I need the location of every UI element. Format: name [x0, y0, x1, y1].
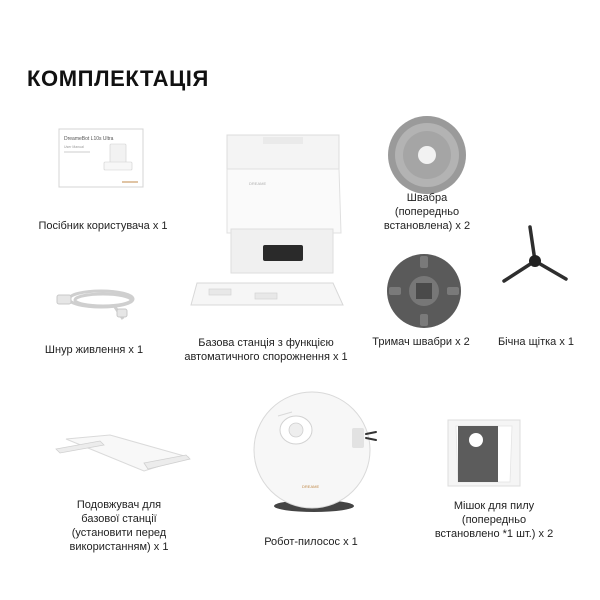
base-station-image	[183, 133, 343, 308]
manual-cover-text: User Manual	[64, 145, 84, 149]
extender-image	[52, 433, 192, 473]
manual-cover-title: DreameBot L10s Ultra	[64, 136, 114, 142]
side-brush-image	[500, 225, 570, 285]
user-manual-label: Посібник користувача x 1	[38, 220, 168, 232]
side-brush-label: Бічна щітка x 1	[497, 336, 575, 348]
dust-bag-image	[446, 418, 522, 488]
base-station-brand: DREAME	[249, 181, 267, 186]
mop-holder-label: Тримач швабри x 2	[372, 336, 470, 348]
base-station-label: Базова станція з функцією автоматичного спорожнення x 1	[184, 337, 348, 363]
mop-holder-image	[386, 253, 462, 329]
robot-vacuum-label: Робот-пилосос x 1	[264, 536, 358, 548]
dust-bag-label: Мішок для пилу (попередньо встановлено *1 шт.) x 2	[434, 500, 554, 540]
mop-pad-image	[387, 115, 467, 195]
page-title: КОМПЛЕКТАЦІЯ	[27, 66, 209, 91]
mop-label: Швабра (попередньо встановлена) x 2	[383, 192, 471, 232]
power-cord-image	[53, 283, 139, 323]
robot-brand: DREAME	[302, 484, 320, 489]
power-cord-label: Шнур живлення x 1	[44, 344, 144, 356]
extender-label: Подовжувач для базової станції (установити перед використанням) x 1	[69, 499, 169, 553]
robot-vacuum-image	[248, 388, 380, 520]
user-manual-image	[58, 128, 144, 190]
